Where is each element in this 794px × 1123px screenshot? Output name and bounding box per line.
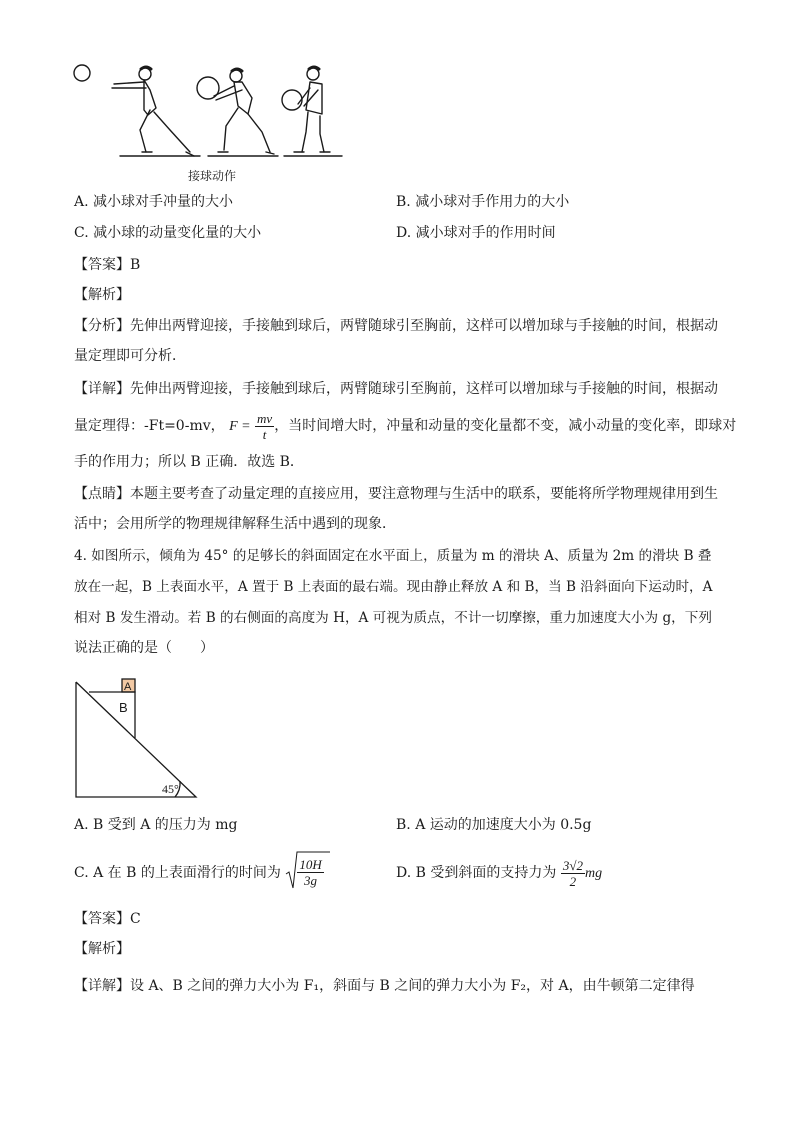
- q4-stem-line3: 相对 B 发生滑动。若 B 的右侧面的高度为 H，A 可视为质点，不计一切摩擦，重力加速度大小为 g，下列: [74, 610, 712, 626]
- q3-analysis-label: 【解析】: [74, 287, 130, 303]
- block-a-label: A: [124, 681, 132, 693]
- answer-label: 【答案】: [74, 911, 130, 927]
- incline-figure: [72, 674, 202, 802]
- answer-label: 【答案】: [74, 257, 130, 273]
- q3-fenxi-line2: 量定理即可分析．: [74, 348, 186, 364]
- q3-detail-line1: 【详解】先伸出两臂迎接，手接触到球后，两臂随球引至胸前，这样可以增加球与手接触的时间，根据动: [74, 381, 718, 397]
- q4-option-d: D. B 受到斜面的支持力为 $\frac{3√2}{2}$ mg: [396, 857, 603, 889]
- optd-fraction: $\frac{3√2}{2}$: [562, 857, 583, 889]
- detail-label: 【详解】: [74, 381, 130, 397]
- q4-answer: [74, 909, 141, 929]
- q4-stem-line2: 放在一起，B 上表面水平，A 置于 B 上表面的最右端。现由静止释放 A 和 B，当 B 沿斜面向下运动时，A: [74, 579, 713, 595]
- q3-option-b: B. 减小球对手作用力的大小: [396, 194, 570, 210]
- answer-value: C: [130, 911, 141, 927]
- q3-option-d: D. 减小球对手的作用时间: [396, 225, 556, 241]
- q4-stem-line1: 4. 如图所示，倾角为 45° 的足够长的斜面固定在水平面上，质量为 m 的滑块 A、质量为 2m 的滑块 B 叠: [74, 548, 712, 564]
- q3-fenxi-line1: 【分析】先伸出两臂迎接，手接触到球后，两臂随球引至胸前，这样可以增加球与手接触的时间，根据动: [74, 318, 718, 334]
- fenxi-label: 【分析】: [74, 318, 130, 334]
- q4-option-b: B. A 运动的加速度大小为 0.5g: [396, 817, 592, 833]
- q3-detail-line2: 量定理得：-Ft=0-mv， F = $\frac{mv}{t}$ ，当时间增大时，冲量和动量的变化量都不变，减小动量的变化率，即球对: [74, 410, 737, 442]
- q4-analysis-label: 【解析】: [74, 941, 130, 957]
- q3-detail-line3: 手的作用力；所以 B 正确．故选 B．: [74, 454, 304, 470]
- q3-option-a: A. 减小球对手冲量的大小: [74, 194, 234, 210]
- q3-answer: [74, 255, 140, 275]
- sqrt-icon: [285, 850, 331, 890]
- block-b-label: B: [119, 700, 128, 715]
- figure-caption: 接球动作: [188, 169, 237, 183]
- angle-label: 45°: [162, 782, 179, 796]
- q4-option-a: A. B 受到 A 的压力为 mg: [74, 817, 238, 833]
- q4-option-c: C. A 在 B 的上表面滑行的时间为 $\frac{10H}{3g}$: [74, 852, 324, 894]
- detail-label: 【详解】: [74, 978, 130, 994]
- formula-fraction: $\frac{mv}{t}$: [257, 410, 273, 442]
- answer-value: B: [130, 257, 141, 273]
- sqrt-expression: $\frac{10H}{3g}$: [285, 850, 323, 892]
- formula-lhs: F =: [229, 419, 251, 434]
- q4-detail-line1: 【详解】设 A、B 之间的弹力大小为 F₁，斜面与 B 之间的弹力大小为 F₂，对 A，由牛顿第二定律得: [74, 978, 695, 994]
- q4-stem-line4: 说法正确的是（ ）: [74, 640, 214, 656]
- q3-option-c: C. 减小球的动量变化量的大小: [74, 225, 262, 241]
- q3-comment-line2: 活中；会用所学的物理规律解释生活中遇到的现象．: [74, 516, 396, 532]
- catch-ball-figure: [66, 60, 346, 170]
- q3-comment-line1: 【点睛】本题主要考查了动量定理的直接应用，要注意物理与生活中的联系，要能将所学物理规律用到生: [74, 486, 718, 502]
- comment-label: 【点睛】: [74, 486, 130, 502]
